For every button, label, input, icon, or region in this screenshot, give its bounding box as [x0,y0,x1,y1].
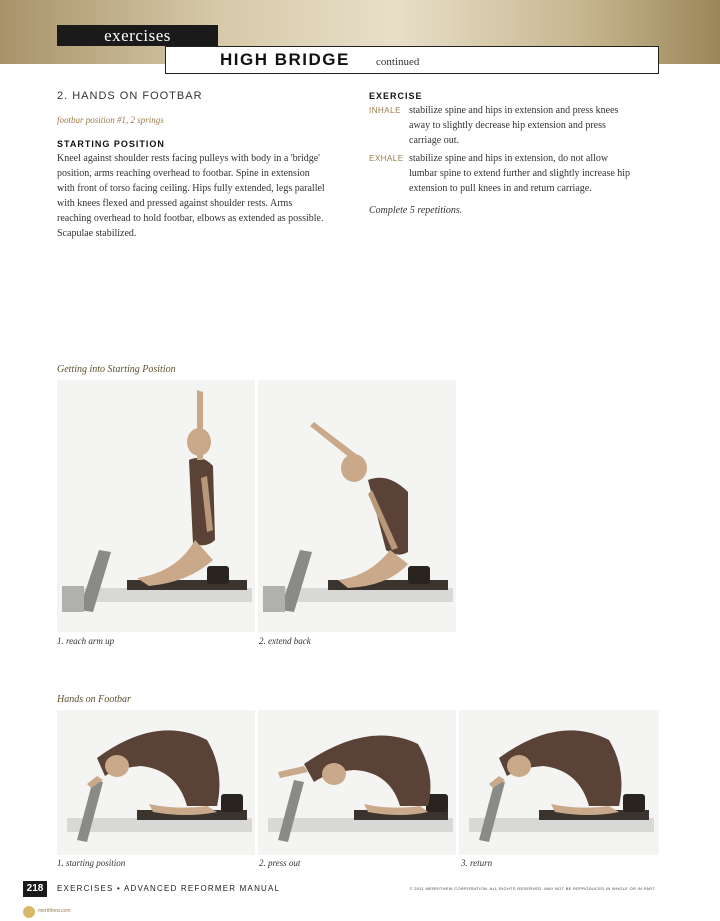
spring-setting: footbar position #1, 2 springs [57,115,164,125]
reformer-figure-illustration [459,710,659,855]
text-line: lumbar spine to extend further and slightly increase hip [409,168,631,179]
exhale-text [409,151,630,196]
starting-position-label: STARTING POSITION [57,139,165,149]
exercise-label: EXERCISE [369,91,423,101]
title-box [165,46,659,74]
page-number: 218 [23,881,47,897]
text-line: stabilize spine and hips in extension, do not allow [409,153,609,164]
photo-extend-back [258,380,456,632]
text-line: position, arms reaching overhead to footbar. Spine in extension [57,168,310,179]
text-line: Scapulae stabilized. [57,228,137,239]
text-line: with front of torso facing ceiling. Hips fully extended, legs parallel [57,183,325,194]
text-line: Kneel against shoulder rests facing pulleys with body in a 'bridge' [57,153,320,164]
text-line: stabilize spine and hips in extension and press knees [409,105,619,116]
footer-title: EXERCISES • ADVANCED REFORMER MANUAL [57,884,281,893]
photo-caption: 1. reach arm up [57,636,115,646]
reformer-figure-illustration [57,710,255,855]
text-line: reaching overhead to hold footbar, elbows as extended as possible. [57,213,324,224]
sequence-title: Hands on Footbar [57,694,131,705]
title-suffix: continued [376,56,420,68]
photo-reach-arm-up [57,380,255,632]
exercise-subhead: 2. HANDS ON FOOTBAR [57,90,203,102]
photo-caption: 2. extend back [259,636,311,646]
text-line: carriage out. [409,135,459,146]
photo-caption: 2. press out [259,858,301,868]
repetitions-note: Complete 5 repetitions. [369,205,463,216]
sequence-title: Getting into Starting Position [57,364,176,375]
photo-caption: 3. return [461,858,493,868]
text-line: with knees flexed and pressed against shoulder rests. Arms [57,198,293,209]
brand-logo-icon [23,906,35,918]
section-tab: exercises [57,25,218,46]
text-line: extension to pull knees in and return carriage. [409,183,592,194]
text-line: away to slightly decrease hip extension and press [409,120,606,131]
reformer-figure-illustration [57,380,255,632]
photo-press-out [258,710,456,855]
copyright-notice: © 2011 MERRITHEW CORPORATION. ALL RIGHTS RESERVED. MAY NOT BE REPRODUCED IN WHOLE OR IN PART. [409,886,656,891]
reformer-figure-illustration [258,380,456,632]
inhale-label: INHALE [369,106,401,115]
exhale-label: EXHALE [369,154,404,163]
starting-position-text [57,151,325,241]
page-title: HIGH BRIDGE [220,50,350,69]
footer-url: merrithew.com [38,908,71,914]
photo-caption: 1. starting position [57,858,126,868]
photo-starting-position [57,710,255,855]
inhale-text [409,103,618,148]
photo-return [459,710,659,855]
reformer-figure-illustration [258,710,456,855]
